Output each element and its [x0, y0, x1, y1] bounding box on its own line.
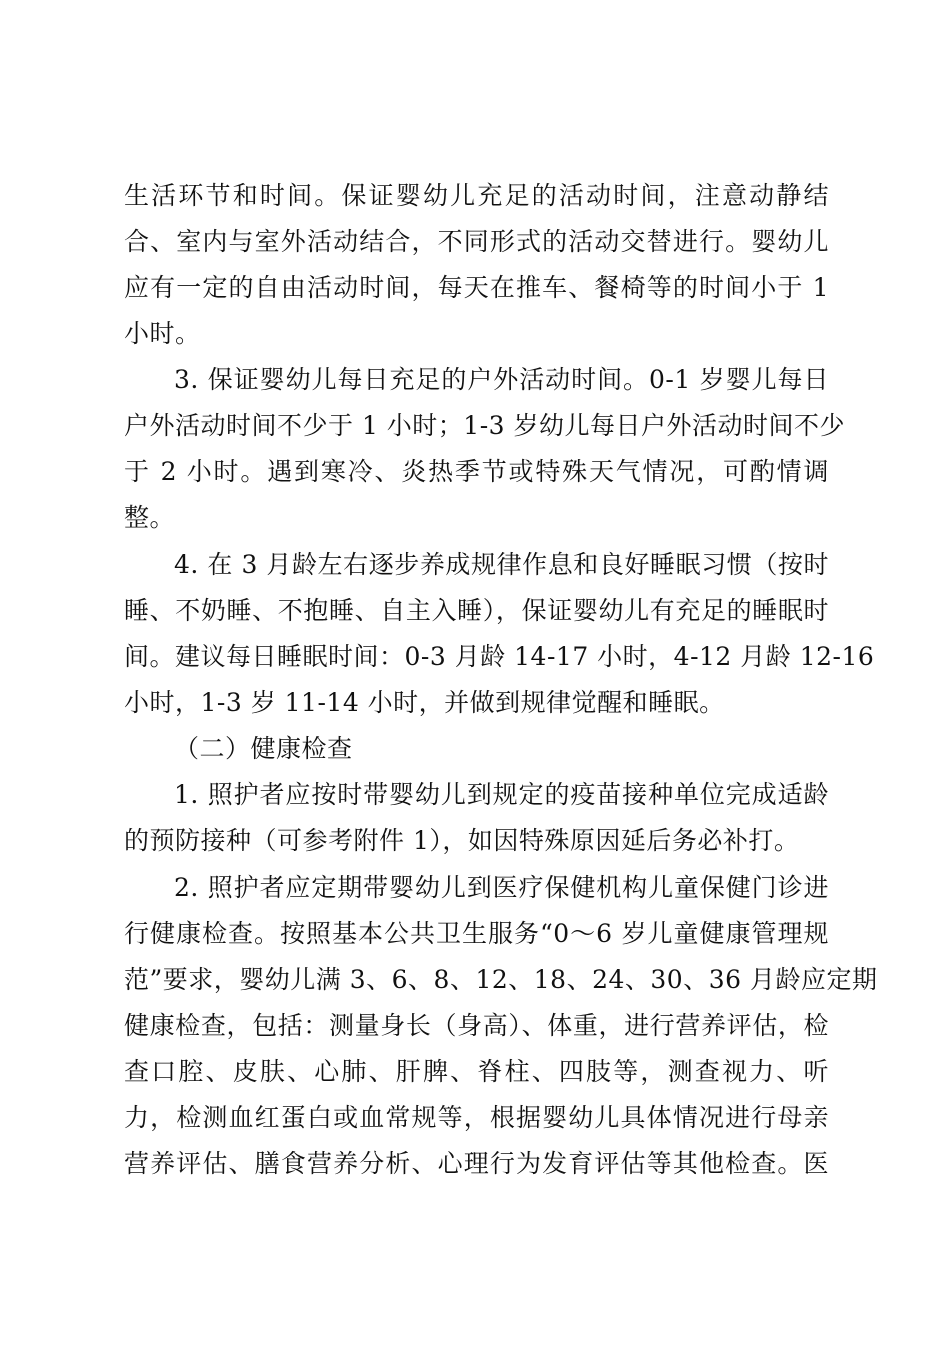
paragraph-line: 查口腔、皮肤、心肺、肝脾、脊柱、四肢等，测查视力、听 [124, 1057, 829, 1086]
paragraph-line: 应有一定的自由活动时间，每天在推车、餐椅等的时间小于 1 [124, 273, 829, 302]
paragraph-line: 营养评估、膳食营养分析、心理行为发育评估等其他检查。医 [124, 1149, 829, 1178]
paragraph-line: 力，检测血红蛋白或血常规等，根据婴幼儿具体情况进行母亲 [124, 1103, 829, 1132]
paragraph-line: 整。 [124, 503, 176, 532]
paragraph-line: 3. 保证婴幼儿每日充足的户外活动时间。0-1 岁婴儿每日 [174, 365, 829, 394]
paragraph-line: 睡、不奶睡、不抱睡、自主入睡），保证婴幼儿有充足的睡眠时 [124, 596, 829, 625]
paragraph-line: 行健康检查。按照基本公共卫生服务“0～6 岁儿童健康管理规 [124, 919, 829, 948]
paragraph-line: 2. 照护者应定期带婴幼儿到医疗保健机构儿童保健门诊进 [174, 873, 829, 902]
paragraph-line: 于 2 小时。遇到寒冷、炎热季节或特殊天气情况，可酌情调 [124, 457, 829, 486]
paragraph-line: 4. 在 3 月龄左右逐步养成规律作息和良好睡眠习惯（按时 [174, 550, 829, 579]
paragraph-line: 1. 照护者应按时带婴幼儿到规定的疫苗接种单位完成适龄 [174, 780, 829, 809]
paragraph-line: 小时。 [124, 319, 201, 348]
paragraph-line: 生活环节和时间。保证婴幼儿充足的活动时间，注意动静结 [124, 181, 829, 210]
paragraph-line: 户外活动时间不少于 1 小时；1-3 岁幼儿每日户外活动时间不少 [124, 411, 846, 440]
paragraph-line: 间。建议每日睡眠时间：0-3 月龄 14-17 小时，4-12 月龄 12-16 [124, 642, 875, 671]
paragraph-line: 合、室内与室外活动结合，不同形式的活动交替进行。婴幼儿 [124, 227, 829, 256]
section-heading: （二）健康检查 [174, 734, 353, 763]
paragraph-line: 健康检查，包括：测量身长（身高）、体重，进行营养评估，检 [124, 1011, 829, 1040]
paragraph-line: 小时，1-3 岁 11-14 小时，并做到规律觉醒和睡眠。 [124, 688, 725, 717]
paragraph-line: 范”要求，婴幼儿满 3、6、8、12、18、24、30、36 月龄应定期 [124, 965, 878, 994]
paragraph-line: 的预防接种（可参考附件 1），如因特殊原因延后务必补打。 [124, 826, 800, 855]
